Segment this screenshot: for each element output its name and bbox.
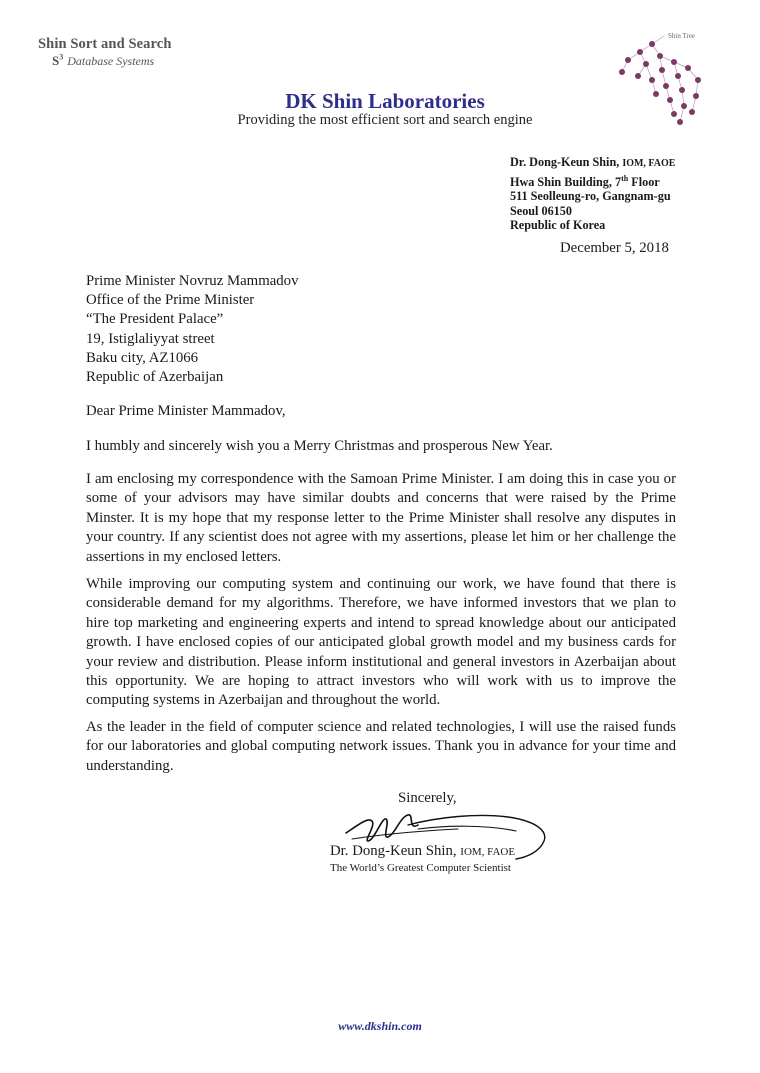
brand-subtitle — [52, 53, 154, 69]
body-paragraph-2: I am enclosing my correspondence with the Samoan Prime Minister. I am doing this in case you or some of your advisors may have similar doubts and concerns that were raised by the Prime Minster. It is my hope that my response letter to the Prime Minister shall resolve any disputes in your country. If any scientist does not agree with my assertions, please let him or her challenge the assertions in my enclosed letters. — [86, 471, 676, 565]
database-systems-text: Database Systems — [67, 54, 155, 69]
body-paragraph-3: While improving our computing system and continuing our work, we have found that there is considerable demand for my algorithms. Therefore, we have informed investors that we plan to hire top marketing and engineering experts and intend to spread knowledge about our anticipated growth. I have enclosed copies of our anticipated global growth model and my business cards for your review and distribution. Please inform institutional and general investors in Azerbaijan about this opportunity. We are hoping to attract investors who will work with us to improve the computing systems in Azerbaijan and throughout the world. — [86, 576, 676, 709]
logo-label: Shin Tree — [668, 32, 696, 40]
valediction: Sincerely, — [398, 790, 457, 806]
recipient-line: Office of the Prime Minister — [86, 292, 255, 309]
sender-street-line: 511 Seolleung-ro, Gangnam-gu — [510, 189, 671, 204]
sender-building-line: Hwa Shin Building, 7th Floor — [510, 173, 660, 189]
recipient-line: 19, Istiglaliyyat street — [86, 330, 215, 347]
recipient-line: Baku city, AZ1066 — [86, 349, 199, 366]
sender-name-line: Dr. Dong-Keun Shin, IOM, FAOE — [510, 155, 676, 169]
signer-name: Dr. Dong-Keun Shin, IOM, FAOE — [330, 843, 516, 859]
salutation: Dear Prime Minister Mammadov, — [86, 403, 286, 419]
website-link[interactable]: www.dkshin.com — [338, 1019, 422, 1033]
lab-title: DK Shin Laboratories — [285, 89, 485, 113]
recipient-line: Republic of Azerbaijan — [86, 369, 224, 386]
recipient-line: “The President Palace” — [86, 311, 224, 328]
recipient-address — [86, 272, 298, 387]
s3-mark: $S^3$ — [52, 53, 64, 69]
body-paragraph-1: I humbly and sincerely wish you a Merry Christmas and prosperous New Year. — [86, 438, 553, 454]
lab-tagline: Providing the most efficient sort and search engine — [237, 112, 533, 128]
signer-title: The World’s Greatest Computer Scientist — [330, 862, 511, 874]
sender-address — [510, 155, 675, 233]
body-paragraph-4: As the leader in the field of computer science and related technologies, I will use the raised funds for our laboratories and global computing network issues. Thank you in advance for your time and understanding. — [86, 719, 676, 774]
brand-name: Shin Sort and Search — [38, 36, 172, 52]
letter-date: December 5, 2018 — [560, 240, 669, 256]
sender-city-line: Seoul 06150 — [510, 203, 572, 218]
recipient-line: Prime Minister Novruz Mammadov — [86, 273, 299, 289]
sender-country-line: Republic of Korea — [510, 218, 606, 233]
